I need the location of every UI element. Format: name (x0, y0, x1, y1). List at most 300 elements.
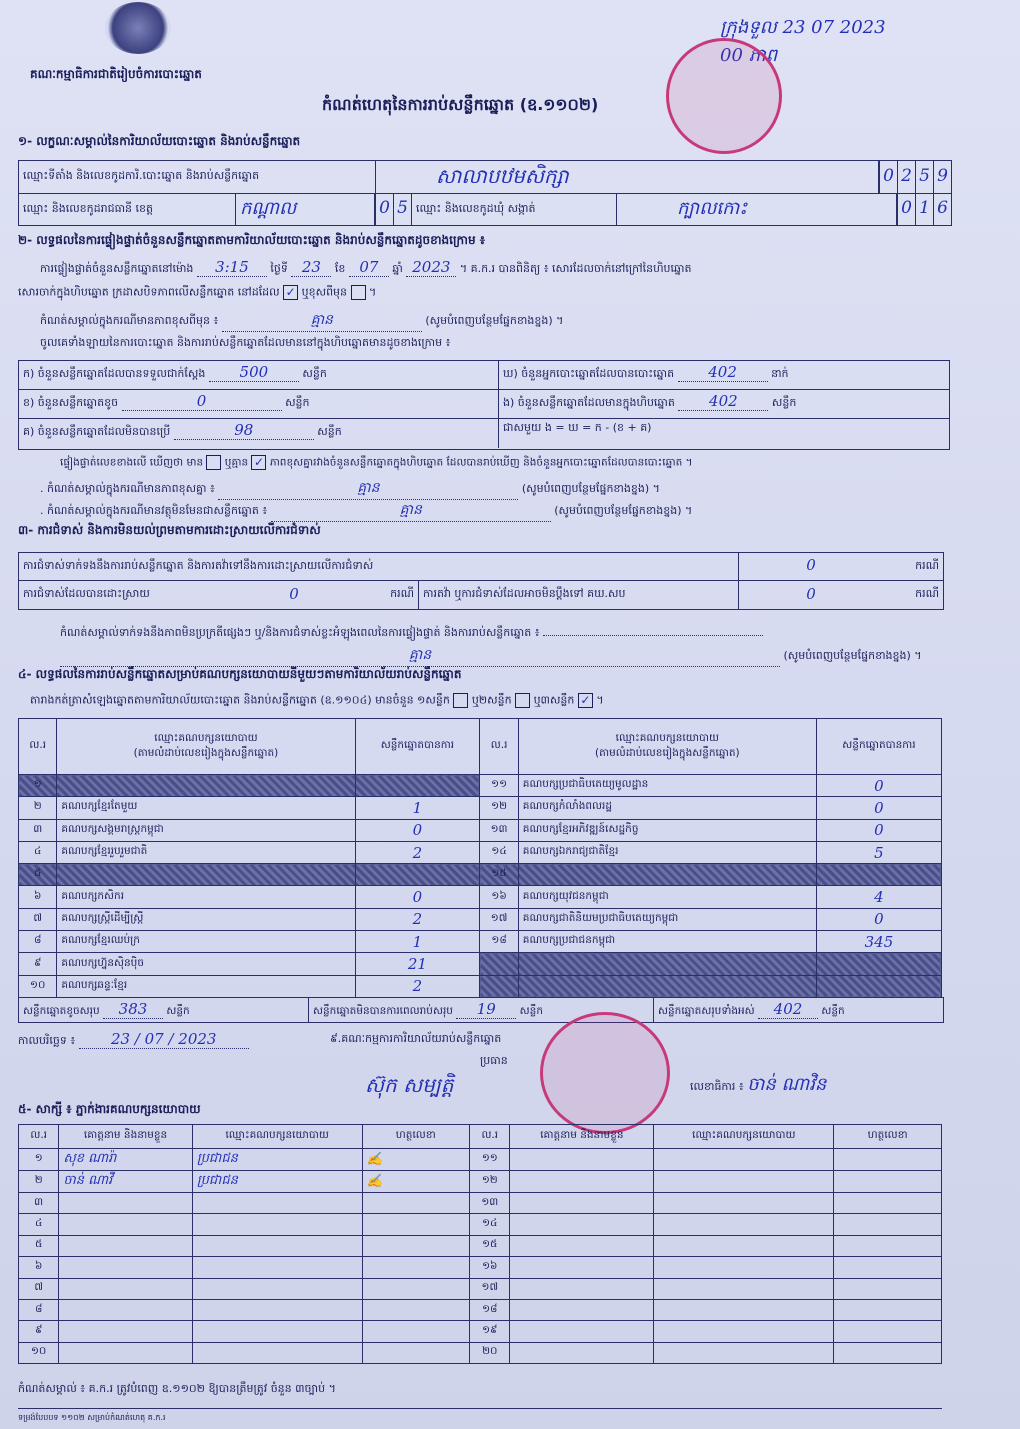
party-votes: 345 (816, 931, 941, 953)
party-name: គណបក្សស្ត្រីដើម្បីស្ត្រី (57, 908, 355, 930)
party-name (57, 864, 355, 886)
party-votes: 0 (816, 775, 941, 797)
commune-value: ក្បាលកោះ (677, 198, 748, 219)
w-party-2[interactable] (654, 1214, 834, 1235)
party-results-table (18, 718, 942, 998)
party-name (57, 775, 355, 797)
w-signature-2[interactable] (834, 1235, 942, 1256)
w-signature-2[interactable] (834, 1193, 942, 1214)
w-no-2: ១៦ (470, 1257, 510, 1278)
w-col-party-2: ឈ្មោះគណបក្សនយោបាយ (654, 1125, 834, 1149)
party-votes: 0 (355, 819, 480, 841)
w-name (59, 1321, 192, 1342)
party-row (19, 841, 942, 863)
party-no: ១៤ (480, 841, 518, 863)
w-name-2[interactable] (510, 1171, 654, 1193)
objection-value: 0 (806, 556, 816, 574)
count-item-c (19, 419, 499, 448)
party-no: ៦ (19, 886, 57, 908)
note-2-label: . កំណត់សម្គាល់ក្នុងករណីមានភាពខុសគ្នា ៖ (40, 482, 215, 495)
w-signature (362, 1235, 470, 1256)
w-no: ១០ (19, 1342, 59, 1363)
party-row (19, 775, 942, 797)
seal-unchanged-label: សោរចាក់ក្នុងហិបឆ្នោត ក្រដាសបិទភាពលើសន្លឹកឆ្នោត នៅដដែល (18, 285, 280, 299)
total-void-unit: សន្លឹក (519, 1005, 543, 1017)
party-votes: 4 (816, 886, 941, 908)
party-votes: 21 (355, 953, 480, 975)
w-party (192, 1299, 362, 1320)
party-no: ១៣ (480, 819, 518, 841)
w-no-2: ១៨ (470, 1299, 510, 1320)
col-party-sub: (តាមលំដាប់លេខរៀងក្នុងសន្លឹកឆ្នោត) (133, 746, 279, 759)
w-col-name: គោត្តនាម និងនាមខ្លួន (59, 1125, 192, 1149)
w-no: ២ (19, 1171, 59, 1193)
footnote: កំណត់សម្គាល់ ៖ គ.ក.រ ត្រូវបំពេញ ឧ.១១០២ ឱ្យបានត្រឹមត្រូវ ចំនួន ៣ច្បាប់ ។ (18, 1382, 336, 1395)
party-name: គណបក្សប្រជាធិបតេយ្យមូលដ្ឋាន (518, 775, 816, 797)
compare-has-label: ផ្ទៀងផ្ទាត់លេខខាងលើ ឃើញថា មាន (60, 456, 204, 469)
code-digit: 2 (897, 161, 915, 193)
location-code (878, 161, 951, 193)
resolved-value: 0 (289, 585, 299, 603)
verify-line-2: សោរចាក់ក្នុងហិបឆ្នោត ក្រដាសបិទភាពលើសន្លឹកឆ្នោត នៅដដែល ✓ ឬខុសពីមុន ។ (18, 285, 377, 299)
three-sheet-label: ឬ៣សន្លឹក (533, 693, 575, 707)
code-digit: 0 (897, 194, 915, 225)
party-row (19, 931, 942, 953)
day-label: ថ្ងៃទី (270, 262, 288, 275)
w-signature-2[interactable] (834, 1214, 942, 1235)
date-line (18, 1030, 249, 1050)
w-name-2[interactable] (510, 1193, 654, 1214)
seal-changed-label: ឬខុសពីមុន (301, 285, 348, 299)
w-name (59, 1299, 192, 1320)
witness-row (19, 1193, 942, 1214)
total-all-value: 402 (758, 1000, 818, 1019)
w-party: ប្រជាជន (192, 1171, 362, 1193)
month-label: ខែ (334, 262, 346, 275)
w-party (192, 1193, 362, 1214)
count-item-d (499, 361, 949, 390)
irregularity-value: គ្មាន (60, 644, 780, 667)
w-name-2[interactable] (510, 1257, 654, 1278)
item-label: ង) ចំនួនសន្លឹកឆ្នោតដែលមានក្នុងហិបឆ្នោត (503, 396, 675, 409)
count-item-e (499, 390, 949, 419)
w-name (59, 1214, 192, 1235)
w-party-2[interactable] (654, 1171, 834, 1193)
national-emblem (105, 2, 171, 54)
party-votes: 5 (816, 841, 941, 863)
party-name: គណបក្សសង្គមរាស្ត្រកម្ពុជា (57, 819, 355, 841)
compare-none-label: ឬគ្មាន (224, 456, 249, 469)
w-signature-2[interactable] (834, 1278, 942, 1299)
note-1-value: គ្មាន (222, 310, 422, 332)
col-party-2 (518, 719, 816, 775)
party-name: គណបក្សយុវជនកម្ពុជា (518, 886, 816, 908)
tally-sheet-line: តារាងកត់ត្រាសំឡេងឆ្នោតតាមការិយាល័យបោះឆ្នោត និងរាប់សន្លឹកឆ្នោត (ឧ.១១០៤) មានចំនួន ១សន្លឹក ឬ២សន្លឹក ឬ៣សន្លឹក ✓ ។ (30, 693, 604, 707)
item-unit: នាក់ (771, 367, 789, 380)
party-votes (355, 864, 480, 886)
party-no: ១៦ (480, 886, 518, 908)
w-no: ៧ (19, 1278, 59, 1299)
party-name: គណបក្សជាតិនិយមប្រជាធិបតេយ្យកម្ពុជា (518, 908, 816, 930)
note-1-label: កំណត់សម្គាល់ក្នុងករណីមានភាពខុសពីមុន ៖ (40, 314, 219, 327)
party-votes (816, 864, 941, 886)
note-3-label: . កំណត់សម្គាល់ក្នុងករណីមានវត្ថុមិនមែនជាសន្លឹកឆ្នោត ៖ (40, 504, 268, 517)
witness-row (19, 1171, 942, 1193)
w-col-no: ល.រ (19, 1125, 59, 1149)
w-signature-2[interactable] (834, 1149, 942, 1171)
w-col-no-2: ល.រ (470, 1125, 510, 1149)
witness-row (19, 1214, 942, 1235)
w-signature-2[interactable] (834, 1171, 942, 1193)
party-name: គណបក្សប្រជាជនកម្ពុជា (518, 931, 816, 953)
objection-table (18, 552, 944, 610)
w-signature-2[interactable] (834, 1299, 942, 1320)
table-intro: ចូលគេទាំងឡាយនៃការបោះឆ្នោត និងការរាប់សន្លឹកឆ្នោតដែលមាននៅក្នុងហិបឆ្នោតមានដូចខាងក្រោម ៖ (40, 336, 451, 349)
objection-label: ការជំទាស់ទាក់ទងនឹងការរាប់សន្លឹកឆ្នោត និងការតវ៉ាទៅនឹងការដោះស្រាយលើការជំទាស់ (19, 553, 739, 580)
w-name (59, 1235, 192, 1256)
w-party: ប្រជាជន (192, 1149, 362, 1171)
appeal-label: ការតវ៉ា ឬការជំទាស់ដែលអាចមិនប្ដឹងទៅ គឃ.សប (419, 581, 739, 609)
code-digit: 0 (879, 161, 897, 193)
total-all-label: សន្លឹកឆ្នោតសរុបទាំងអស់ (658, 1005, 755, 1017)
verify-year: 2023 (406, 258, 456, 277)
party-votes: 1 (355, 797, 480, 819)
w-party (192, 1214, 362, 1235)
party-votes: 0 (816, 797, 941, 819)
w-party-2[interactable] (654, 1342, 834, 1363)
resolved-label: ការជំទាស់ដែលបានដោះស្រាយ (23, 587, 150, 600)
party-no: ២ (19, 797, 57, 819)
party-row (19, 797, 942, 819)
w-signature: ✍ (362, 1171, 470, 1193)
party-votes: 2 (355, 841, 480, 863)
verify-line-1 (40, 258, 955, 278)
w-no-2: ១៩ (470, 1321, 510, 1342)
w-name-2[interactable] (510, 1278, 654, 1299)
code-digit: 5 (393, 194, 412, 225)
section-1-box (18, 160, 952, 226)
party-row (19, 953, 942, 975)
w-name-2[interactable] (510, 1214, 654, 1235)
col-no: ល.រ (19, 719, 57, 775)
w-name-2[interactable] (510, 1149, 654, 1171)
party-name (518, 864, 816, 886)
section-3-heading: ៣- ការជំទាស់ និងការមិនយល់ព្រមតាមការដោះស្រាយលើការជំទាស់ (18, 523, 321, 537)
note-3 (40, 500, 692, 522)
w-party-2[interactable] (654, 1235, 834, 1256)
col-votes: សន្លឹកឆ្នោតបានការ (355, 719, 480, 775)
w-no: ១ (19, 1149, 59, 1171)
item-unit: សន្លឹក (285, 396, 310, 409)
note-1 (40, 310, 563, 332)
party-no: ៩ (19, 953, 57, 975)
committee-label: ៩.គណៈកម្មការការិយាល័យរាប់សន្លឹកឆ្នោត (330, 1032, 502, 1045)
party-name: គណបក្សឆន្ទៈខ្មែរ (57, 975, 355, 997)
appeal-unit: ករណី (915, 587, 939, 600)
form-title: កំណត់ហេតុនៃការរាប់សន្លឹកឆ្នោត (ឧ.១១០២) (322, 95, 599, 114)
party-no (480, 953, 518, 975)
two-sheet-label: ឬ២សន្លឹក (471, 693, 512, 707)
witness-table (18, 1124, 942, 1364)
chair-signature: ស៊ុក សម្បត្តិ (365, 1073, 454, 1097)
party-name: គណបក្សខ្មែរឈប់ក្រ (57, 931, 355, 953)
party-votes: 0 (816, 908, 941, 930)
w-name-2[interactable] (510, 1321, 654, 1342)
item-value: 0 (122, 392, 282, 411)
witness-row (19, 1257, 942, 1278)
w-signature-2[interactable] (834, 1321, 942, 1342)
code-digit: 6 (933, 194, 951, 225)
total-void-label: សន្លឹកឆ្នោតមិនបានការពេលរាប់សរុប (313, 1005, 453, 1017)
w-name (59, 1257, 192, 1278)
party-no: ៤ (19, 841, 57, 863)
location-label: ឈ្មោះទីតាំង និងលេខកូដការិ.បោះឆ្នោត និងរាប់សន្លឹកឆ្នោត (19, 161, 376, 193)
note-2-suffix: (សូមបំពេញបន្ថែមផ្នែកខាងខ្នង) ។ (521, 482, 660, 495)
w-no: ៨ (19, 1299, 59, 1320)
w-no-2: ១២ (470, 1171, 510, 1193)
col-no-2: ល.រ (480, 719, 518, 775)
party-no: ៧ (19, 908, 57, 930)
verify-day: 23 (291, 258, 331, 277)
item-label: ឃ) ចំនួនអ្នកបោះឆ្នោតដែលបានបោះឆ្នោត (503, 367, 675, 380)
party-row (19, 975, 942, 997)
party-name: គណបក្សកំលាំងពលរដ្ឋ (518, 797, 816, 819)
official-stamp (666, 38, 782, 154)
note-2 (40, 478, 660, 500)
w-no-2: ១៤ (470, 1214, 510, 1235)
note-2-value: គ្មាន (218, 478, 518, 500)
party-row (19, 908, 942, 930)
w-name-2[interactable] (510, 1342, 654, 1363)
note-3-value: គ្មាន (271, 500, 551, 522)
code-digit: 1 (915, 194, 933, 225)
party-no: ៥ (19, 864, 57, 886)
party-no: ១២ (480, 797, 518, 819)
verify-time-label: ការផ្ទៀងផ្ទាត់ចំនួនសន្លឹកឆ្នោតនៅម៉ោង (40, 262, 194, 275)
party-votes: 2 (355, 975, 480, 997)
witness-row (19, 1278, 942, 1299)
party-name: គណបក្សខ្មែររួបរួមជាតិ (57, 841, 355, 863)
secretary-signature: ចាន់ ណាវិន (747, 1074, 827, 1095)
verify-time: 3:15 (197, 258, 267, 277)
committee-stamp (540, 1012, 670, 1134)
w-signature (362, 1321, 470, 1342)
objection-unit: ករណី (915, 559, 939, 572)
count-item-a (19, 361, 499, 390)
w-party-2[interactable] (654, 1321, 834, 1342)
w-party-2[interactable] (654, 1278, 834, 1299)
w-party (192, 1235, 362, 1256)
party-name (518, 953, 816, 975)
party-name: គណបក្សខ្មែរតែមួយ (57, 797, 355, 819)
party-row (19, 864, 942, 886)
org-name: គណៈកម្មាធិការជាតិរៀបចំការបោះឆ្នោត (30, 67, 202, 81)
w-name-2[interactable] (510, 1235, 654, 1256)
item-unit: សន្លឹក (771, 396, 797, 409)
footer-code: ទម្រង់បែបបទ ១១០២ សម្រាប់កំណត់ហេតុ គ.ក.រ (18, 1413, 166, 1422)
party-no (480, 975, 518, 997)
section-2-heading: ២- លទ្ធផលនៃការផ្ទៀងផ្ទាត់ចំនួនសន្លឹកឆ្នោតតាមការិយាល័យបោះឆ្នោត និងរាប់សន្លឹកឆ្នោតដូចខាងក្រោម ៖ (18, 233, 486, 247)
verify-line-1b: ។ គ.ក.រ បានពិនិត្យ ៖ សោរដែលចាក់នៅក្រៅនៃហិបឆ្នោត (459, 262, 692, 275)
w-name: ចាន់ ណាវី (59, 1171, 192, 1193)
party-name: គណបក្សឯករាជ្យជាតិខ្មែរ (518, 841, 816, 863)
party-no: ៨ (19, 931, 57, 953)
total-invalid-unit: សន្លឹក (166, 1005, 190, 1017)
code-digit: 0 (375, 194, 393, 225)
w-col-name-2: គោត្តនាម និងនាមខ្លួន (510, 1125, 654, 1149)
w-name (59, 1193, 192, 1214)
total-all-unit: សន្លឹក (821, 1005, 845, 1017)
unchanged-checkbox[interactable]: ✓ (283, 285, 298, 300)
code-digit: 5 (915, 161, 933, 193)
chair-label: ប្រធាន (480, 1054, 508, 1067)
w-party-2[interactable] (654, 1193, 834, 1214)
total-void-value: 19 (456, 1000, 516, 1019)
w-no-2: ១៣ (470, 1193, 510, 1214)
party-votes (355, 775, 480, 797)
province-code (374, 194, 412, 225)
w-no: ៤ (19, 1214, 59, 1235)
resolved-unit: ករណី (349, 581, 419, 609)
ballot-count-table (18, 360, 950, 450)
section-4-heading: ៤- លទ្ធផលនៃការរាប់សន្លឹកឆ្នោតសម្រាប់គណបក្សនយោបាយនីមួយៗតាមការិយាល័យរាប់សន្លឹកឆ្នោត (18, 667, 462, 681)
col-party-title: ឈ្មោះគណបក្សនយោបាយ (154, 731, 258, 744)
w-name (59, 1342, 192, 1363)
w-signature-2[interactable] (834, 1257, 942, 1278)
no-difference-checkbox[interactable]: ✓ (251, 455, 266, 470)
party-votes: 2 (355, 908, 480, 930)
item-value: 98 (174, 421, 314, 440)
w-party (192, 1257, 362, 1278)
w-no-2: ១១ (470, 1149, 510, 1171)
party-no: ១១ (480, 775, 518, 797)
w-signature (362, 1214, 470, 1235)
year-label: ឆ្នាំ (392, 262, 403, 275)
witness-row (19, 1149, 942, 1171)
col-votes-2: សន្លឹកឆ្នោតបានការ (816, 719, 941, 775)
col-party (57, 719, 355, 775)
party-no: ១៨ (480, 931, 518, 953)
party-name: គណបក្សកសិករ (57, 886, 355, 908)
w-no: ៦ (19, 1257, 59, 1278)
party-votes: 0 (816, 819, 941, 841)
w-col-party: ឈ្មោះគណបក្សនយោបាយ (192, 1125, 362, 1149)
w-party-2[interactable] (654, 1299, 834, 1320)
verify-month: 07 (349, 258, 389, 277)
w-no: ៩ (19, 1321, 59, 1342)
irregularity-label: កំណត់សម្គាល់ទាក់ទងនឹងភាពមិនប្រក្រតីផ្សេងៗ ឬ/និងការជំទាស់ខ្លះអំឡុងពេលនៃការផ្ទៀងផ្ទាត់ និងការរាប់សន្លឹកឆ្នោត ៖ (60, 626, 540, 639)
changed-checkbox[interactable] (351, 285, 366, 300)
section-1-heading: ១- លក្ខណៈសម្គាល់នៃការិយាល័យបោះឆ្នោត និងរាប់សន្លឹកឆ្នោត (18, 134, 301, 148)
total-invalid-value: 383 (103, 1000, 163, 1019)
w-party (192, 1278, 362, 1299)
party-name: គណបក្សហ្វ៊ុនស៊ិនប៉ិច (57, 953, 355, 975)
date-value: 23 / 07 / 2023 (79, 1030, 249, 1049)
appeal-value: 0 (806, 585, 816, 603)
w-no-2: ១៧ (470, 1278, 510, 1299)
party-no: ៣ (19, 819, 57, 841)
one-sheet-checkbox[interactable] (453, 693, 468, 708)
item-unit: សន្លឹក (317, 425, 342, 438)
party-no: ១០ (19, 975, 57, 997)
w-party (192, 1342, 362, 1363)
w-no-2: ២០ (470, 1342, 510, 1363)
secretary-line (690, 1072, 826, 1099)
footer-divider (18, 1408, 942, 1409)
party-votes: 0 (355, 886, 480, 908)
commune-code (896, 194, 951, 225)
item-value: 402 (678, 392, 768, 411)
w-signature-2[interactable] (834, 1342, 942, 1363)
province-label: ឈ្មោះ និងលេខកូដរាជធានី ខេត្ត (19, 194, 236, 225)
w-no: ៣ (19, 1193, 59, 1214)
section-5-heading: ៥- សាក្សី ៖ ភ្នាក់ងារគណបក្សនយោបាយ (18, 1102, 201, 1116)
item-label: ក) ចំនួនសន្លឹកឆ្នោតដែលបានទទួលជាក់ស្ដែង (23, 367, 206, 380)
note-1-suffix: (សូមបំពេញបន្ថែមផ្នែកខាងខ្នង) ។ (425, 314, 564, 327)
date-label: កាលបរិច្ឆេទ ៖ (18, 1034, 76, 1047)
item-value: 500 (209, 363, 299, 382)
location-value: សាលាបឋមសិក្សា (436, 164, 569, 188)
irregularity-suffix: (សូមបំពេញបន្ថែមផ្នែកខាងខ្នង) ។ (783, 649, 922, 662)
total-all (654, 998, 943, 1022)
w-col-sign-2: ហត្ថលេខា (834, 1125, 942, 1149)
note-3-suffix: (សូមបំពេញបន្ថែមផ្នែកខាងខ្នង) ។ (554, 504, 693, 517)
party-votes (816, 975, 941, 997)
w-name-2[interactable] (510, 1299, 654, 1320)
w-party-2[interactable] (654, 1149, 834, 1171)
corner-note: ក្រុងទួល 23 07 2023 00 ភាព (720, 17, 886, 66)
count-formula: ជាសមួយ ង = ឃ = ក - (ខ + គ) (503, 421, 652, 434)
party-name: គណបក្សខ្មែរអភិវឌ្ឍន៍សេដ្ឋកិច្ច (518, 819, 816, 841)
count-item-b (19, 390, 499, 419)
w-no: ៥ (19, 1235, 59, 1256)
province-value: កណ្ដាល (240, 198, 297, 219)
w-signature (362, 1278, 470, 1299)
compare-rest: ភាពខុសគ្នារវាងចំនួនសន្លឹកឆ្នោតក្នុងហិបឆ្នោត ដែលបានរាប់ឃើញ និងចំនួនអ្នកបោះឆ្នោតដែលបានបោះឆ្នោត ។ (269, 456, 693, 469)
w-col-sign: ហត្ថលេខា (362, 1125, 470, 1149)
col-party-title: ឈ្មោះគណបក្សនយោបាយ (615, 731, 720, 744)
party-no: ១ (19, 775, 57, 797)
party-name (518, 975, 816, 997)
w-party (192, 1321, 362, 1342)
w-signature: ✍ (362, 1149, 470, 1171)
total-invalid-label: សន្លឹកឆ្នោតខូចសរុប (23, 1005, 100, 1017)
w-party-2[interactable] (654, 1257, 834, 1278)
w-signature (362, 1257, 470, 1278)
w-signature (362, 1193, 470, 1214)
item-value: 402 (678, 363, 768, 382)
w-signature (362, 1299, 470, 1320)
totals-row (18, 997, 944, 1023)
witness-row (19, 1235, 942, 1256)
two-sheet-checkbox[interactable] (515, 693, 530, 708)
w-name (59, 1278, 192, 1299)
secretary-label: លេខាធិការ ៖ (690, 1080, 744, 1093)
party-row (19, 886, 942, 908)
code-digit: 9 (933, 161, 951, 193)
item-label: ខ) ចំនួនសន្លឹកឆ្នោតខូច (23, 396, 119, 409)
item-label: គ) ចំនួនសន្លឹកឆ្នោតដែលមិនបានប្រើ (23, 425, 171, 438)
compare-line (60, 455, 693, 472)
tally-sheet-label: តារាងកត់ត្រាសំឡេងឆ្នោតតាមការិយាល័យបោះឆ្នោត និងរាប់សន្លឹកឆ្នោត (ឧ.១១០៤) មានចំនួន ១សន្លឹក (30, 693, 450, 707)
item-unit: សន្លឹក (302, 367, 327, 380)
party-no: ១៥ (480, 864, 518, 886)
witness-row (19, 1342, 942, 1363)
total-invalid (19, 998, 309, 1022)
has-difference-checkbox[interactable] (206, 455, 221, 470)
w-name: សុខ ណារ៉ា (59, 1149, 192, 1171)
three-sheet-checkbox[interactable]: ✓ (578, 693, 593, 708)
